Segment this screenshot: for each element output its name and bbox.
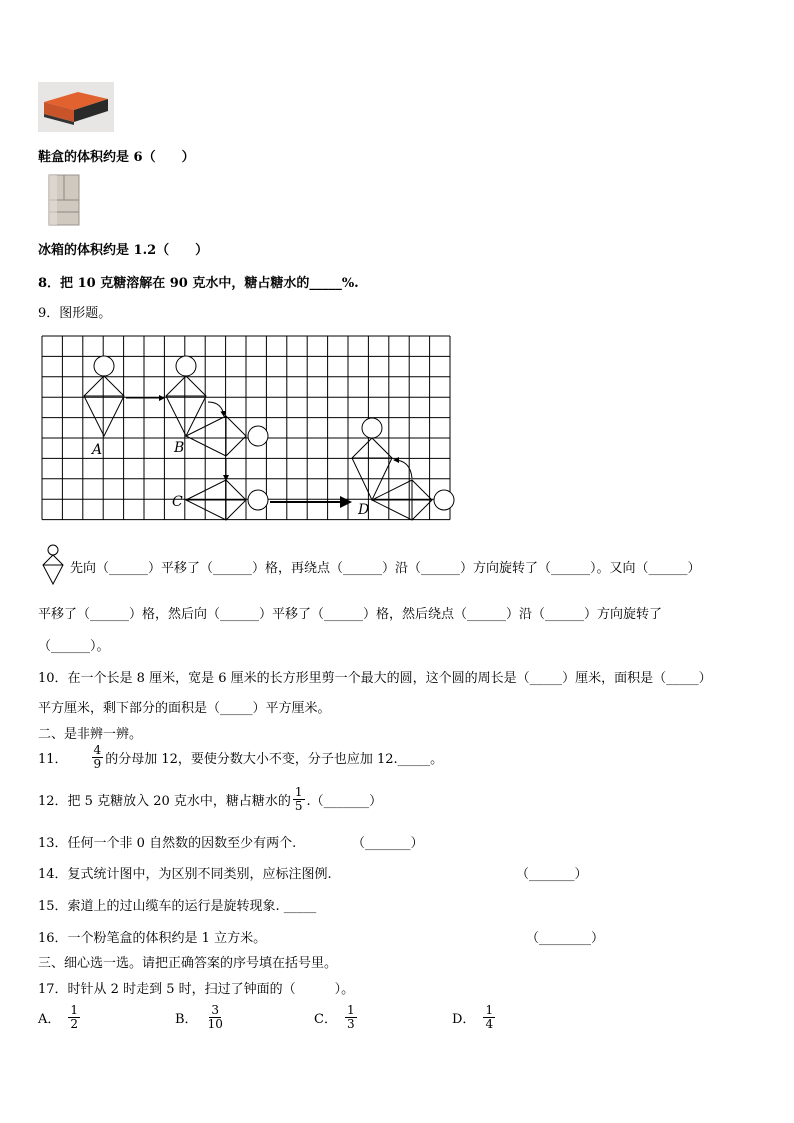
q15-text: 15．索道上的过山缆车的运行是旋转现象. _____ [38,899,317,914]
q17-option-d[interactable] [452,1004,497,1031]
q12-frac-num: 1 [294,785,303,799]
q13-text: 13．任何一个非 0 自然数的因数至少有两个. [38,836,297,851]
fridge-image [46,174,82,227]
q11 [38,744,443,771]
q7-fridge-text: 冰箱的体积约是 1.2（ ） [38,243,209,258]
option-a-label: A． [38,1012,61,1027]
option-b-fraction [206,1004,225,1031]
label-d: D [358,502,370,518]
q12-post: .（_______） [306,794,383,809]
label-c: C [172,494,183,510]
q16-text: 16．一个粉笔盒的体积约是 1 立方米。 [38,931,267,946]
q14-text: 14．复式统计图中，为区别不同类别，应标注图例. [38,867,332,882]
option-a-den: 2 [70,1017,79,1031]
q9-grid-figure [38,332,458,524]
option-c-label: C． [314,1012,337,1027]
shoebox-image [38,82,114,132]
option-a-num: 1 [70,1003,79,1017]
q8-text: 8．把 10 克糖溶解在 90 克水中，糖占糖水的_____%. [38,276,359,291]
label-b: B [174,440,185,456]
option-d-label: D． [452,1012,476,1027]
q12-frac-den: 5 [294,799,303,813]
label-a: A [92,442,103,458]
q17-option-c[interactable] [314,1004,359,1031]
option-b-num: 3 [211,1003,220,1017]
q16-blank: （________） [526,931,605,946]
option-d-num: 1 [485,1003,494,1017]
q10-line1: 10．在一个长是 8 厘米，宽是 6 厘米的长方形里剪一个最大的圆，这个圆的周长是（_____）厘米，面积是（_____） [38,671,712,686]
q9-title: 9．图形题。 [38,306,112,321]
section2-heading: 二、是非辨一辨。 [38,727,143,742]
q11-text: 的分母加 12，要使分数大小不变，分子也应加 12._____。 [105,752,444,767]
q11-num: 11． [38,752,68,767]
q11-frac-num: 4 [93,743,102,757]
q9-line1: 先向（______）平移了（______）格，再绕点（______）沿（______）方向旋转了（______）。又向（______） [70,561,701,576]
q11-fraction [92,744,104,771]
q14-blank: （_______） [516,867,588,882]
q9-line2: 平移了（______）格，然后向（______）平移了（______）格，然后绕点（______）沿（______）方向旋转了 [38,607,663,622]
q11-frac-den: 9 [93,757,102,771]
q10-line2: 平方厘米，剩下部分的面积是（_____）平方厘米。 [38,701,331,716]
option-a-fraction [68,1004,80,1031]
option-d-fraction [483,1004,495,1031]
small-figure-icon [40,544,66,586]
q12 [38,786,382,813]
option-c-den: 3 [346,1017,355,1031]
q13-blank: （_______） [352,836,424,851]
option-c-num: 1 [346,1003,355,1017]
q7-shoebox-text: 鞋盒的体积约是 6（ ） [38,150,195,165]
q12-pre: 12．把 5 克糖放入 20 克水中，糖占糖水的 [38,794,291,809]
option-b-den: 10 [207,1017,223,1031]
option-c-fraction [345,1004,357,1031]
option-d-den: 4 [485,1017,494,1031]
section3-heading: 三、细心选一选。请把正确答案的序号填在括号里。 [38,956,338,971]
q17-option-a[interactable] [38,1004,82,1031]
q17-option-b[interactable] [175,1004,227,1031]
q17-text: 17．时针从 2 时走到 5 时，扫过了钟面的（ ）。 [38,982,355,997]
q9-line3: （______）。 [38,639,110,654]
option-b-label: B． [175,1012,198,1027]
q12-fraction [293,786,305,813]
